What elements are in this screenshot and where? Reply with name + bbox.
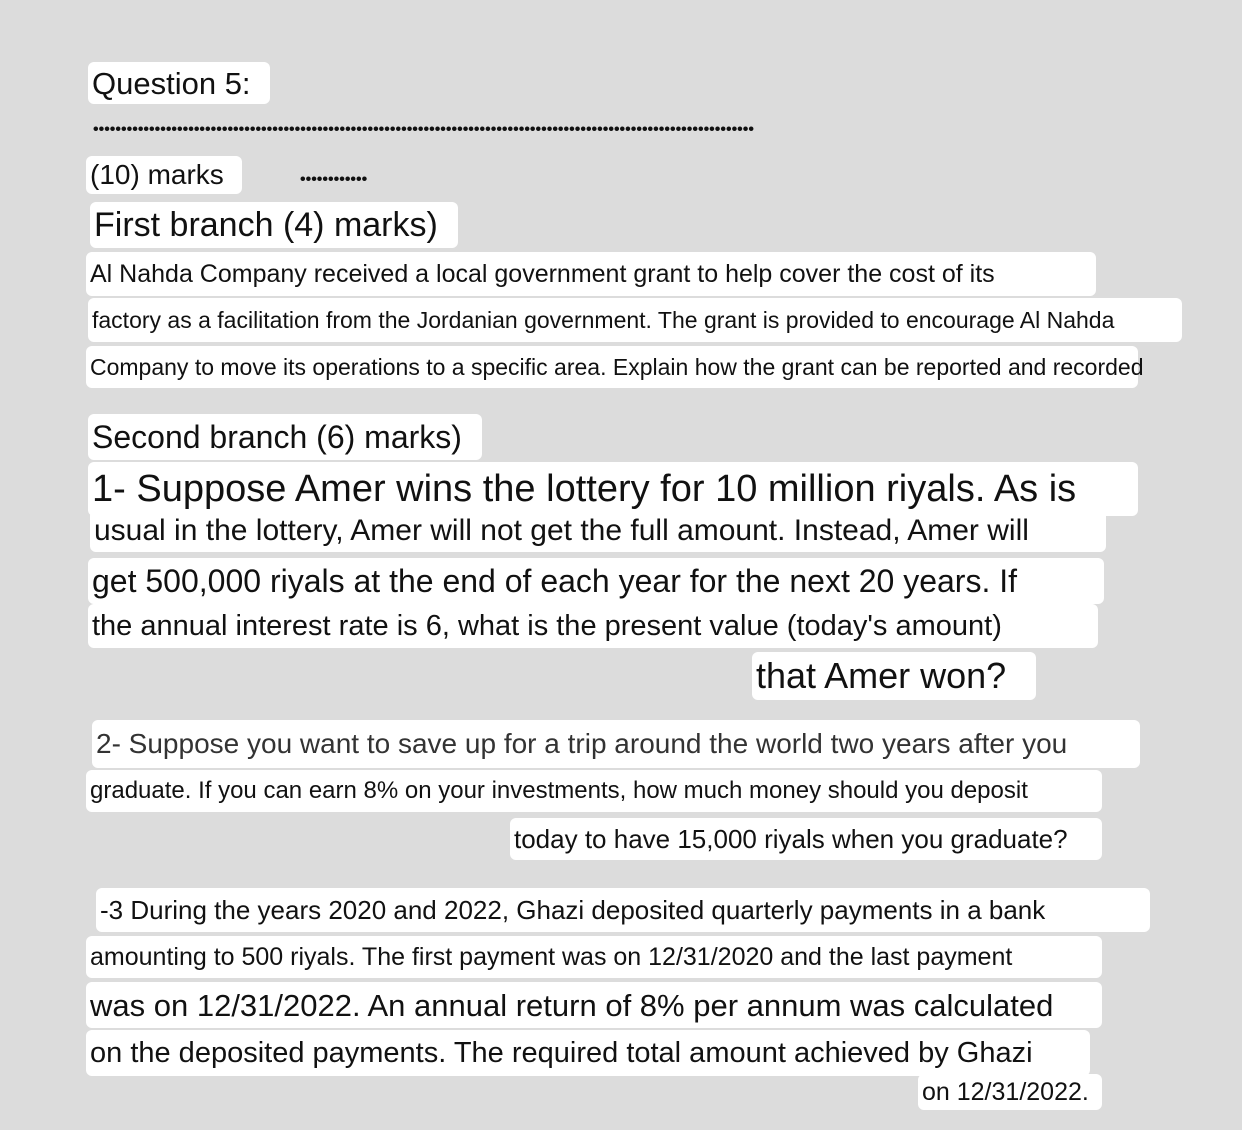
q1-line-2: usual in the lottery, Amer will not get the full amount. Instead, Amer will: [90, 510, 1106, 552]
second-branch-heading: Second branch (6) marks): [88, 414, 482, 460]
q3-line-3: was on 12/31/2022. An annual return of 8% per annum was calculated: [86, 982, 1102, 1028]
first-branch-line-2: factory as a facilitation from the Jordanian government. The grant is provided to encourage Al Nahda: [88, 298, 1182, 342]
q1-line-5: that Amer won?: [752, 652, 1036, 700]
q3-line-1: -3 During the years 2020 and 2022, Ghazi deposited quarterly payments in a bank: [96, 888, 1150, 932]
q1-line-1: 1- Suppose Amer wins the lottery for 10 million riyals. As is: [88, 462, 1138, 516]
question-title: Question 5:: [88, 62, 270, 104]
q2-line-1: 2- Suppose you want to save up for a trip around the world two years after you: [92, 720, 1140, 768]
marks-total: (10) marks: [86, 156, 242, 194]
marks-dots: ••••••••••••: [300, 172, 368, 188]
q1-line-3: get 500,000 riyals at the end of each year for the next 20 years. If: [88, 558, 1104, 604]
first-branch-line-3: Company to move its operations to a specific area. Explain how the grant can be reported and recorded: [86, 346, 1138, 388]
first-branch-line-1: Al Nahda Company received a local government grant to help cover the cost of its: [86, 252, 1096, 296]
dotted-separator: ••••••••••••••••••••••••••••••••••••••••••••••••••••••••••••••••••••••••••••••••••••••••••••••••••••••••••••••••••••••: [93, 122, 754, 138]
q2-line-2: graduate. If you can earn 8% on your investments, how much money should you deposit: [86, 770, 1102, 812]
q3-line-5: on 12/31/2022.: [918, 1074, 1102, 1110]
q1-line-4: the annual interest rate is 6, what is the present value (today's amount): [88, 604, 1098, 648]
q2-line-3: today to have 15,000 riyals when you graduate?: [510, 818, 1102, 860]
q3-line-2: amounting to 500 riyals. The first payment was on 12/31/2020 and the last payment: [86, 936, 1102, 978]
first-branch-heading: First branch (4) marks): [90, 202, 458, 248]
q3-line-4: on the deposited payments. The required total amount achieved by Ghazi: [86, 1030, 1090, 1076]
